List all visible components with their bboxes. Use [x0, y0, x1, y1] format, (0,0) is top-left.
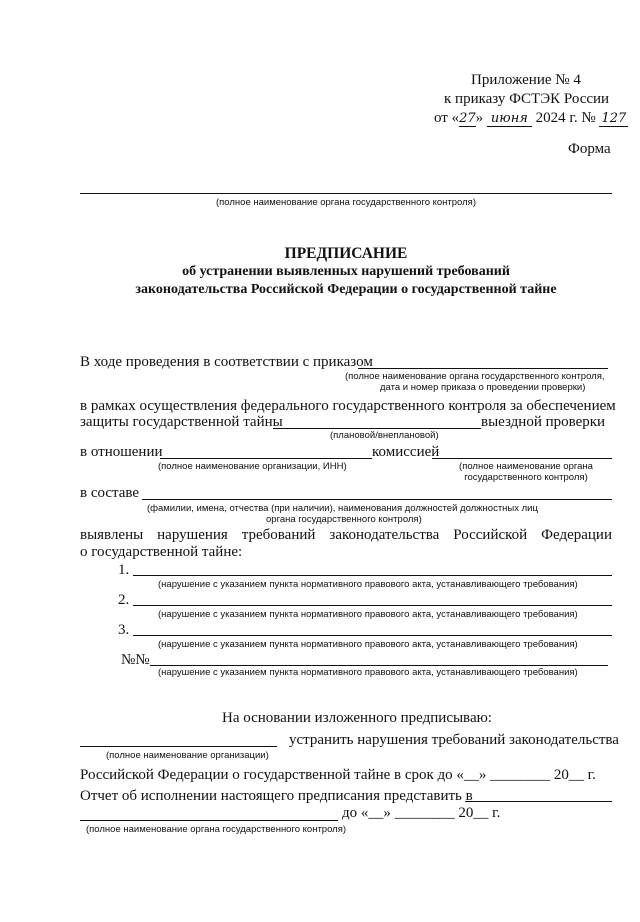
report-authority-line — [465, 801, 612, 802]
item-1-number: 1. — [118, 562, 130, 578]
annex-number: Приложение № 4 — [471, 72, 581, 88]
item-3-number: 3. — [118, 622, 130, 638]
composition-caption-1: (фамилии, имена, отчества (при наличии), наименования должностей должностных лиц — [147, 503, 538, 514]
organization-caption: (полное наименование организации, ИНН) — [158, 461, 347, 472]
report-authority-caption: (полное наименование органа государственного контроля) — [86, 824, 347, 835]
order-caption-1: (полное наименование органа государственного контроля, — [345, 371, 605, 382]
item-2-caption: (нарушение с указанием пункта нормативного правового акта, устанавливающего требования) — [158, 609, 578, 620]
form-label: Форма — [568, 141, 611, 157]
composition-caption-2: органа государственного контроля) — [266, 514, 422, 525]
item-1-line — [133, 575, 612, 576]
deadline-line: Российской Федерации о государственной тайне в срок до «__» ________ 20__ г. — [80, 767, 596, 783]
item-2-line — [133, 605, 612, 606]
item-2-number: 2. — [118, 592, 130, 608]
org-short-caption: (полное наименование организации) — [106, 750, 269, 761]
order-line — [358, 368, 608, 369]
composition-label: в составе — [80, 485, 140, 501]
commission-caption-2: государственного контроля) — [464, 472, 588, 483]
authority-line — [80, 193, 612, 194]
eliminate-violations: устранить нарушения требований законодательства — [289, 732, 619, 748]
plan-type-line — [273, 428, 481, 429]
handwritten-month: июня — [487, 111, 532, 127]
commission-line — [432, 458, 612, 459]
basis-heading: На основании изложенного предписываю: — [222, 710, 492, 726]
document-title: ПРЕДПИСАНИЕ — [284, 245, 408, 262]
authority-caption: (полное наименование органа государственного контроля) — [215, 197, 476, 208]
commission-label: комиссией — [372, 444, 440, 460]
item-3-caption: (нарушение с указанием пункта нормативного правового акта, устанавливающего требования) — [158, 639, 578, 650]
date-mid: » — [475, 110, 484, 126]
order-intro: В ходе проведения в соответствии с приказом — [80, 354, 373, 370]
violations-found: выявлены нарушения требований законодательства Российской Федерации — [80, 527, 612, 543]
date-year: 2024 г. № — [535, 110, 596, 126]
title-line-1: об устранении выявленных нарушений требований — [182, 264, 510, 279]
order-date — [434, 110, 628, 127]
report-authority-line-2 — [80, 820, 338, 821]
control-framework: в рамках осуществления федерального государственного контроля за обеспечением — [80, 398, 616, 414]
item-3-line — [133, 635, 612, 636]
item-n-number: №№ — [121, 652, 150, 668]
state-secret-label: о государственной тайне: — [80, 544, 243, 560]
commission-caption-1: (полное наименование органа — [459, 461, 593, 472]
org-short-line — [80, 746, 277, 747]
report-deadline: до «__» ________ 20__ г. — [342, 805, 501, 821]
handwritten-day: 27 — [459, 111, 476, 126]
composition-line — [142, 499, 612, 500]
secrecy-protection: защиты государственной тайны — [80, 414, 283, 430]
item-1-caption: (нарушение с указанием пункта нормативного правового акта, устанавливающего требования) — [158, 579, 578, 590]
item-n-line — [150, 665, 608, 666]
plan-type-caption: (плановой/внеплановой) — [330, 430, 439, 441]
in-respect-of: в отношении — [80, 444, 163, 460]
order-reference: к приказу ФСТЭК России — [444, 91, 610, 107]
date-prefix: от « — [434, 110, 460, 126]
report-instruction: Отчет об исполнении настоящего предписания представить в — [80, 788, 473, 804]
item-n-caption: (нарушение с указанием пункта нормативного правового акта, устанавливающего требования) — [158, 667, 578, 678]
inspection-type: выездной проверки — [481, 414, 606, 430]
title-line-2: законодательства Российской Федерации о государственной тайне — [135, 282, 557, 297]
handwritten-order-number: 127 — [601, 111, 627, 126]
order-caption-2: дата и номер приказа о проведении проверки) — [380, 382, 586, 393]
organization-line — [160, 458, 372, 459]
